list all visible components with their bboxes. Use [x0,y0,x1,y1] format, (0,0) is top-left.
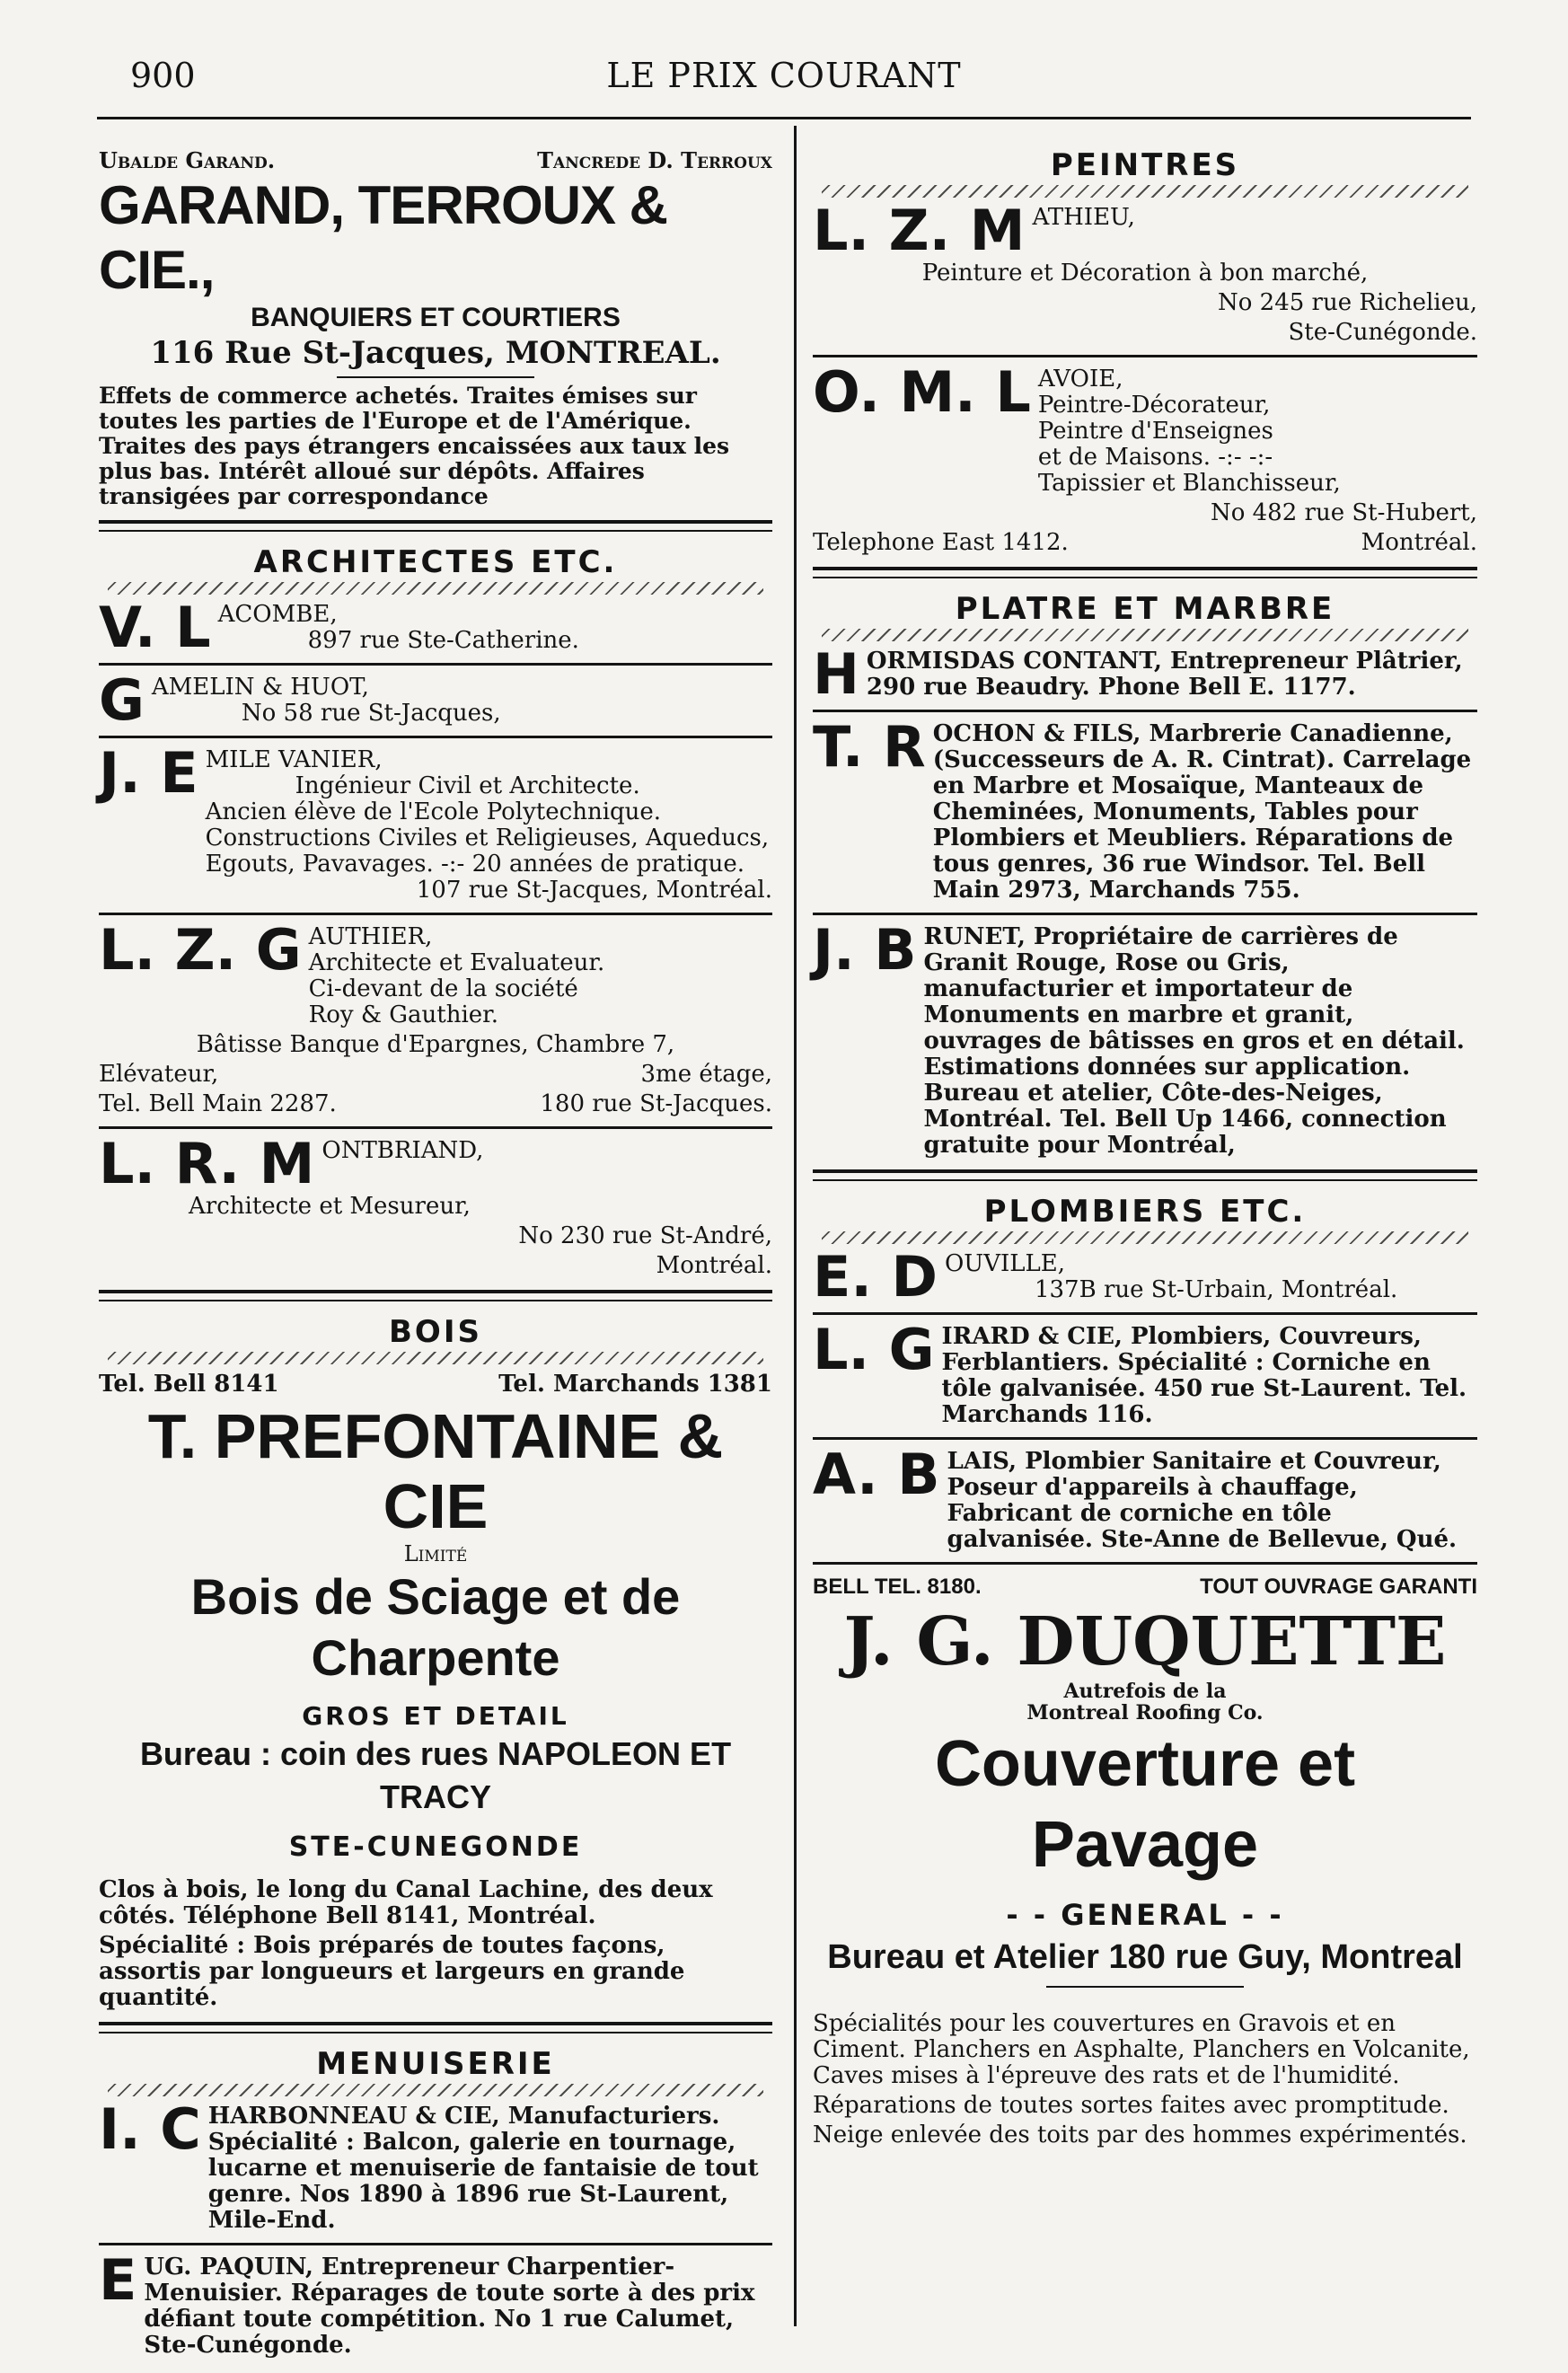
ad-body: Clos à bois, le long du Canal Lachine, des deux côtés. Téléphone Bell 8141, Montréal. [99,1876,713,1929]
listing-contant [813,641,1477,707]
left-column [99,135,772,2362]
listing-blais [813,1442,1477,1553]
listing-montbriand [99,1131,772,1196]
ad-guarantee: TOUT OUVRAGE GARANTI [1200,1575,1477,1599]
listing-city: Montréal. [656,1252,772,1279]
listing-body: OCHON & FILS, Marbrerie Canadienne, (Successeurs de A. R. Cintrat). Carrelage en Marbre et Mosaïque, Manteaux de Cheminées, Monuments, Tables pour Plombiers et Meubliers. Réparations de tous genres, 36 rue Windsor. Tel. Bell Main 2973, Marchands 755. [932,720,1472,904]
listing-name: OUVILLE, [944,1250,1066,1277]
listing-line: Peintre d'Enseignes [1037,418,1273,445]
garand-ad [99,147,772,509]
listing-line: Tapissier et Blanchisseur, [1037,470,1341,497]
ad-body: Neige enlevée des toits par des hommes expérimentés. [813,2122,1467,2148]
section-heading: BOIS [389,1314,482,1350]
listing-line: Peinture et Décoration à bon marché, [921,260,1369,287]
listing-address: No 245 rue Richelieu, [1218,289,1477,316]
ad-office: Bureau et Atelier 180 rue Guy, Montreal [827,1938,1463,1976]
listing-initial: I. C [99,2096,201,2162]
listing-line: Architecte et Evaluateur. [308,949,605,976]
listing-initial: J. E [99,740,198,806]
listing-phone: Tel. Bell Main 2287. [99,1090,337,1117]
divider [99,520,772,532]
listing-row [99,1062,772,1088]
listing-name: AUTHIER, [308,923,433,950]
listing-city: Ste-Cunégonde. [1288,319,1477,346]
listing-initial: L. Z. M [813,198,1026,263]
ad-formerly: Montreal Roofing Co. [1026,1701,1264,1725]
divider [99,2022,772,2033]
listing-body: ORMISDAS CONTANT, Entrepreneur Plâtrier, 290 rue Beaudry. Phone Bell E. 1177. [866,648,1463,701]
listing-line: Elévateur, [99,1061,219,1088]
listing-line: Peintre-Décorateur, [1037,392,1271,419]
ad-tagline: Couverture et Pavage [934,1728,1356,1881]
listing-row [813,530,1477,556]
section-heading: PEINTRES [1050,147,1240,183]
listing-gauthier [99,917,772,1028]
firm-subtitle: BANQUIERS ET COURTIERS [251,303,621,332]
firm-limited: Limité [403,1541,468,1566]
ad-subheading: GROS ET DETAIL [302,1701,569,1731]
listing-initial: L. Z. G [99,917,302,983]
listing-address: No 230 rue St-André, [518,1222,772,1249]
listing-lavoie [813,359,1477,497]
listing-line: Bâtisse Banque d'Epargnes, Chambre 7, [196,1031,675,1058]
column-divider [794,126,797,2326]
ad-tagline: Bois de Sciage et de Charpente [190,1568,681,1686]
listing-body: Ancien élève de l'Ecole Polytechnique. Constructions Civiles et Religieuses, Aqueducs, Egouts, Pavavages. -:- 20 années de pratique. [205,798,770,878]
listing-address: 107 rue St-Jacques, Montréal. [416,877,772,904]
divider [1046,1986,1244,1988]
listing-name: ATHIEU, [1032,204,1135,231]
listing-line: Ci-devant de la société [308,975,578,1002]
divider [813,1312,1477,1315]
wavy-rule [822,1231,1468,1244]
listing-line: Ingénieur Civil et Architecte. [295,772,640,799]
listing-initial: T. R [813,714,926,780]
listing-line: 3me étage, [640,1061,772,1088]
listing-phone: Telephone East 1412. [813,529,1069,556]
listing-name: ONTBRIAND, [322,1137,484,1164]
ad-body: Spécialités pour les couvertures en Gravois et en Ciment. Planchers en Asphalte, Planchers en Volcanite, Caves mises à l'épreuve des rats et de l'humidité. [813,2010,1470,2089]
listing-douville [813,1244,1477,1310]
divider [813,913,1477,915]
duquette-ad [813,1574,1477,2148]
listing-initial: H [813,641,859,707]
listing-name: AVOIE, [1037,366,1123,393]
divider [99,736,772,738]
listing-initial: G [99,667,145,733]
listing-initial: L. R. M [99,1131,315,1196]
ad-office: Bureau : coin des rues NAPOLEON ET TRACY [139,1735,732,1815]
listing-initial: J. B [813,917,917,983]
listing-line: et de Maisons. -:- -:- [1037,444,1273,471]
listing-gamelin [99,667,772,733]
ad-body: Effets de commerce achetés. Traites émises sur toutes les parties de l'Europe et de l'Amérique. Traites des pays étrangers encaissées aux taux les plus bas. Intérêt alloué sur dépôts. Affaires transigées par correspondance [99,383,730,509]
listing-lacombe [99,595,772,660]
wavy-rule [822,629,1468,641]
ad-body: Spécialité : Bois préparés de toutes façons, assortis par longueurs et largeurs en grande quantité. [99,1932,685,2011]
phone-bell: Tel. Bell 8141 [99,1371,279,1398]
divider [99,913,772,915]
divider [813,1562,1477,1565]
wavy-rule [822,185,1468,198]
listing-initial: V. L [99,595,211,660]
listing-brunet [813,917,1477,1159]
listing-body: UG. PAQUIN, Entrepreneur Charpentier-Menuisier. Réparages de toute sorte à des prix défiant toute compétition. No 1 rue Calumet, Ste-Cunégonde. [144,2254,755,2359]
phone-bell: BELL TEL. 8180. [813,1575,982,1599]
wavy-rule [108,2084,763,2096]
listing-name: ACOMBE, [217,601,338,628]
ad-body: Réparations de toutes sortes faites avec promptitude. [813,2092,1449,2119]
divider [813,567,1477,578]
page-title: LE PRIX COURANT [606,56,962,95]
right-column [813,135,1477,2152]
header-rule [97,117,1471,119]
ad-subheading: - - GENERAL - - [1006,1898,1284,1932]
divider [99,663,772,666]
partner-name: Ubalde Garand. [99,147,276,173]
listing-row [99,1091,772,1117]
listing-line: Roy & Gauthier. [308,1001,498,1028]
listing-body: HARBONNEAU & CIE, Manufacturiers. Spécialité : Balcon, galerie en tournage, lucarne et menuiserie de fantaisie de tout genre. Nos 1890 à 1896 rue St-Laurent, Mile-End. [207,2103,759,2234]
divider [813,355,1477,357]
divider [99,1290,772,1301]
section-heading: PLOMBIERS ETC. [983,1194,1307,1230]
section-heading: MENUISERIE [316,2046,555,2082]
listing-vanier [99,740,772,904]
listing-body: RUNET, Propriétaire de carrières de Granit Rouge, Rose ou Gris, manufacturier et importateur de Monuments en marbre et granit, ouvrages de bâtisses en gros et en détail. Estimations données sur application. Bureau et atelier, Côte-des-Neiges, Montréal. Tel. Bell Up 1466, connection gratuite pour Montréal, [923,923,1465,1159]
prefontaine-ad [99,1372,772,2011]
listing-charbonneau [99,2096,772,2234]
listing-name: AMELIN & HUOT, [151,674,369,701]
listing-initial: E [99,2247,137,2313]
listing-name: MILE VANIER, [205,746,383,773]
listing-paquin [99,2247,772,2359]
listing-body: IRARD & CIE, Plombiers, Couvreurs, Ferblantiers. Spécialité : Corniche en tôle galvanisée. 450 rue St-Laurent. Tel. Marchands 116. [941,1323,1467,1428]
listing-body: LAIS, Plombier Sanitaire et Couvreur, Poseur d'appareils à chauffage, Fabricant de corniche en tôle galvanisée. Ste-Anne de Bellevue, Qué. [947,1448,1458,1553]
divider [813,1169,1477,1181]
divider [813,1437,1477,1440]
firm-name: J. G. DUQUETTE [843,1603,1447,1681]
firm-name: T. PREFONTAINE & CIE [147,1401,724,1541]
ad-top-row [813,1574,1477,1600]
divider [813,710,1477,712]
divider [337,376,534,378]
listing-initial: A. B [813,1442,940,1507]
listing-girard [813,1317,1477,1428]
wavy-rule [108,1352,763,1364]
firm-name: GARAND, TERROUX & CIE., [99,175,668,300]
ad-phones [99,1372,772,1398]
divider [99,1126,772,1129]
listing-city: Montréal. [1361,529,1477,556]
section-heading: PLATRE ET MARBRE [955,591,1335,627]
listing-line: Architecte et Mesureur, [189,1193,471,1220]
wavy-rule [108,582,763,595]
listing-address: 180 rue St-Jacques. [540,1090,772,1117]
listing-rochon [813,714,1477,904]
page-number: 900 [130,56,196,95]
listing-mathieu [813,198,1477,263]
phone-marchands: Tel. Marchands 1381 [498,1371,772,1398]
divider [99,2243,772,2245]
listing-address: No 58 rue St-Jacques, [241,700,501,727]
listing-address: No 482 rue St-Hubert, [1210,499,1477,526]
listing-initial: E. D [813,1244,938,1310]
listing-initial: O. M. L [813,359,1031,425]
ad-place: STE-CUNEGONDE [288,1831,583,1863]
firm-address: 116 Rue St-Jacques, MONTREAL. [150,335,721,371]
listing-initial: L. G [813,1317,935,1382]
ad-formerly: Autrefois de la [1063,1680,1227,1703]
listing-address: 137B rue St-Urbain, Montréal. [1034,1276,1398,1303]
listing-address: 897 rue Ste-Catherine. [307,627,579,654]
section-heading: ARCHITECTES ETC. [253,544,618,580]
partner-name: Tancrede D. Terroux [537,147,772,173]
